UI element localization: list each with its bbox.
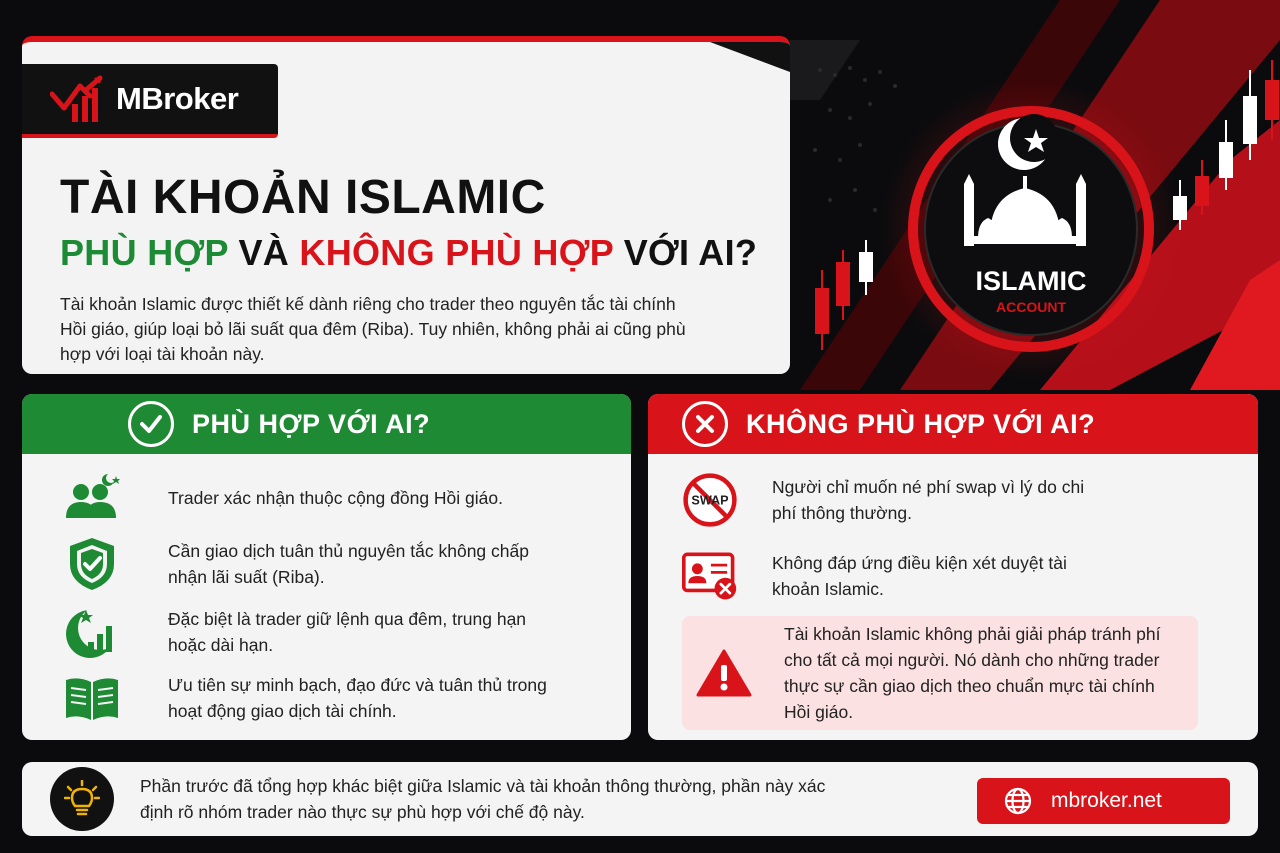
subtitle-and: VÀ bbox=[228, 232, 300, 273]
list-item bbox=[64, 536, 548, 592]
subtitle-end: VỚI AI? bbox=[613, 232, 758, 273]
warning-callout bbox=[682, 616, 1198, 730]
corner-accent bbox=[710, 42, 790, 72]
swap-label: SWAP bbox=[691, 493, 729, 508]
list-item bbox=[64, 604, 548, 660]
subtitle-suitable: PHÙ HỢP bbox=[60, 232, 229, 273]
footer-text: Phần trước đã tổng hợp khác biệt giữa Islamic và tài khoản thông thường, phần này xác định rõ nhóm trader nào thực sự phù hợp với chế độ này. bbox=[140, 776, 826, 822]
suitable-item-2: Cần giao dịch tuân thủ nguyên tắc không chấp nhận lãi suất (Riba). bbox=[168, 541, 529, 587]
crescent-chart-icon bbox=[64, 604, 120, 660]
community-icon bbox=[64, 470, 120, 526]
unsuitable-header bbox=[648, 394, 1258, 454]
website-button[interactable] bbox=[977, 778, 1230, 824]
suitable-item-4: Ưu tiên sự minh bạch, đạo đức và tuân thủ trong hoạt động giao dịch tài chính. bbox=[168, 675, 547, 721]
footer-bar bbox=[22, 762, 1258, 836]
subtitle-unsuitable: KHÔNG PHÙ HỢP bbox=[299, 232, 614, 273]
list-item bbox=[64, 670, 548, 726]
list-item bbox=[682, 472, 1102, 528]
emblem-subtitle: ACCOUNT bbox=[996, 299, 1066, 315]
brand-logo[interactable] bbox=[22, 64, 278, 138]
islamic-account-emblem bbox=[906, 104, 1156, 354]
globe-icon bbox=[1003, 786, 1033, 816]
warning-icon bbox=[694, 648, 754, 698]
page-title: TÀI KHOẢN ISLAMIC bbox=[60, 171, 546, 224]
unsuitable-panel bbox=[648, 394, 1258, 740]
unsuitable-heading: KHÔNG PHÙ HỢP VỚI AI? bbox=[746, 408, 1096, 439]
suitable-heading: PHÙ HỢP VỚI AI? bbox=[192, 408, 431, 439]
header-card bbox=[22, 36, 790, 374]
unsuitable-item-2: Không đáp ứng điều kiện xét duyệt tài khoản Islamic. bbox=[772, 553, 1067, 599]
intro-text: Tài khoản Islamic được thiết kế dành riêng cho trader theo nguyên tắc tài chính Hồi giáo, giúp loại bỏ lãi suất qua đêm (Riba). Tuy nhiên, không phải ai cũng phù hợp với loại tài khoản này. bbox=[60, 294, 686, 364]
suitable-header bbox=[22, 394, 631, 454]
suitable-item-3: Đặc biệt là trader giữ lệnh qua đêm, trung hạn hoặc dài hạn. bbox=[168, 609, 527, 655]
lightbulb-icon bbox=[50, 767, 114, 831]
chart-logo-icon bbox=[50, 74, 106, 124]
emblem-title: ISLAMIC bbox=[975, 266, 1087, 296]
x-circle-icon bbox=[682, 401, 728, 447]
id-card-rejected-icon bbox=[682, 548, 738, 604]
warning-text: Tài khoản Islamic không phải giải pháp tránh phí cho tất cả mọi người. Nó dành cho những trader thực sự cần giao dịch theo chuẩn mực tài chính Hồi giáo. bbox=[784, 624, 1161, 722]
book-icon bbox=[64, 670, 120, 726]
list-item bbox=[682, 548, 1102, 604]
suitable-panel bbox=[22, 394, 631, 740]
check-circle-icon bbox=[128, 401, 174, 447]
website-label: mbroker.net bbox=[1051, 789, 1162, 812]
suitable-item-1: Trader xác nhận thuộc cộng đồng Hồi giáo. bbox=[168, 488, 503, 508]
list-item bbox=[64, 470, 548, 526]
page-subtitle bbox=[60, 232, 757, 274]
brand-name: MBroker bbox=[116, 81, 239, 116]
unsuitable-item-1: Người chỉ muốn né phí swap vì lý do chi phí thông thường. bbox=[772, 477, 1085, 523]
no-swap-icon bbox=[682, 472, 738, 528]
shield-check-icon bbox=[64, 536, 120, 592]
